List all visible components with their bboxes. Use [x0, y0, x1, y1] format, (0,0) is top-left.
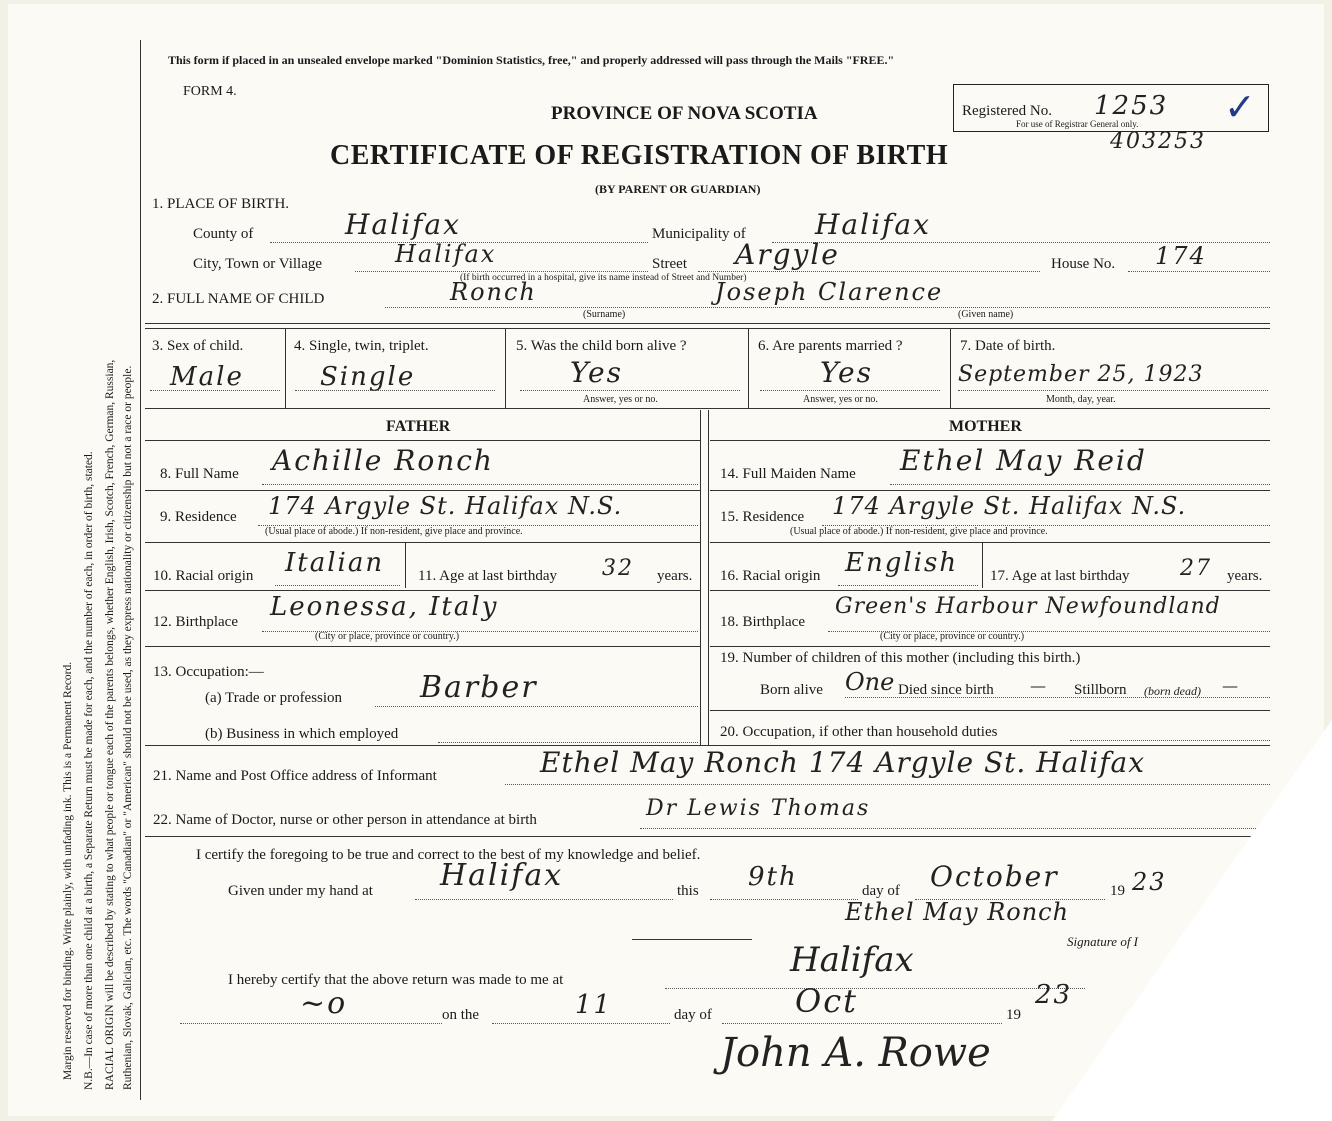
father-birthplace-value: Leonessa, Italy: [270, 592, 499, 622]
municipality-label: Municipality of: [652, 226, 746, 242]
sidebar-racial-origin-note-2: Ruthenian, Slovak, Galician, etc. The words "Canadian" or "American" should not be used, as they express nationality or citizenship but not a race or people.: [122, 365, 134, 1090]
father-racial-label: 10. Racial origin: [153, 568, 254, 584]
divider: [505, 328, 506, 408]
this-label: this: [677, 883, 699, 899]
registrar-place-line-2: [180, 1023, 442, 1024]
mother-age-years: years.: [1227, 568, 1263, 584]
certification-year-value: 23: [1132, 868, 1167, 896]
divider: [950, 328, 951, 408]
stamp-number: 403253: [1110, 129, 1206, 154]
stillborn-label: Stillborn: [1074, 682, 1127, 698]
page-subtitle: (BY PARENT OR GUARDIAN): [595, 182, 761, 196]
mother-birthplace-label: 18. Birthplace: [720, 614, 805, 630]
registrar-place-line: [665, 988, 1085, 989]
registrar-day-of-label: day of: [674, 1007, 712, 1023]
divider: [145, 542, 700, 543]
died-since-birth-value: —: [1030, 676, 1048, 695]
city-label: City, Town or Village: [193, 256, 323, 272]
divider: [145, 440, 700, 441]
father-name-label: 8. Full Name: [160, 466, 239, 482]
divider: [708, 410, 709, 745]
mother-occupation-label: 20. Occupation, if other than household duties: [720, 724, 998, 740]
day-of-label: day of: [862, 883, 900, 899]
divider: [710, 490, 1270, 491]
divider: [145, 490, 700, 491]
father-racial-value: Italian: [285, 548, 385, 578]
registrar-note: For use of Registrar General only.: [1016, 119, 1139, 129]
mother-birthplace-value: Green's Harbour Newfoundland: [835, 594, 1221, 619]
sidebar-binding-note: Margin reserved for binding. Write plainly, with unfading ink. This is a Permanent Record.: [62, 661, 74, 1080]
city-value: Halifax: [395, 240, 497, 268]
registrar-place-value: Halifax: [790, 940, 914, 980]
mother-age-label: 17. Age at last birthday: [990, 568, 1130, 584]
mother-heading: MOTHER: [949, 418, 1022, 435]
divider: [405, 543, 406, 588]
registrar-signature: John A. Rowe: [720, 1030, 991, 1076]
sex-line: [150, 390, 280, 391]
trade-line: [375, 706, 698, 707]
plurality-line: [295, 390, 495, 391]
doctor-label: 22. Name of Doctor, nurse or other person in attendance at birth: [153, 812, 537, 828]
father-age-label: 11. Age at last birthday: [418, 568, 557, 584]
given-name-caption: (Given name): [958, 309, 1014, 320]
father-name-value: Achille Ronch: [272, 444, 494, 477]
certification-day-line: [710, 899, 858, 900]
father-racial-line: [275, 585, 400, 586]
plurality-label: 4. Single, twin, triplet.: [294, 338, 429, 354]
place-of-birth-label: 1. PLACE OF BIRTH.: [152, 196, 290, 212]
given-place-line: [415, 899, 673, 900]
house-line: [1128, 271, 1270, 272]
informant-value: Ethel May Ronch 174 Argyle St. Halifax: [540, 746, 1146, 779]
plurality-value: Single: [320, 362, 416, 392]
divider: [145, 646, 700, 647]
hospital-note: (If birth occurred in a hospital, give its name instead of Street and Number): [460, 273, 747, 283]
registered-label: Registered No.: [962, 103, 1052, 119]
certification-day-value: 9th: [748, 862, 798, 892]
parents-married-label: 6. Are parents married ?: [758, 338, 903, 354]
died-since-birth-label: Died since birth: [898, 682, 994, 698]
municipality-value: Halifax: [815, 208, 931, 241]
divider: [710, 710, 1270, 711]
sex-label: 3. Sex of child.: [152, 338, 244, 354]
born-alive-label: 5. Was the child born alive ?: [516, 338, 687, 354]
child-name-line: [385, 307, 1270, 308]
surname-caption: (Surname): [583, 309, 626, 320]
father-age-value: 32: [602, 556, 634, 581]
street-line: [698, 271, 1040, 272]
registrar-month-value: Oct: [795, 982, 859, 1020]
registrar-year-value: 23: [1035, 980, 1073, 1010]
given-under-hand-label: Given under my hand at: [228, 883, 373, 899]
trade-label: (a) Trade or profession: [205, 690, 343, 706]
born-alive-line: [520, 390, 740, 391]
checkmark-icon: ✓: [1224, 87, 1256, 129]
parents-married-value: Yes: [820, 356, 873, 389]
born-alive-count-label: Born alive: [760, 682, 823, 698]
street-label: Street: [652, 256, 687, 272]
registrar-statement: I hereby certify that the above return was made to me at: [228, 972, 564, 988]
born-alive-caption: Answer, yes or no.: [583, 394, 658, 405]
form-number: FORM 4.: [183, 84, 237, 99]
mother-racial-label: 16. Racial origin: [720, 568, 821, 584]
registrar-day-value: 11: [575, 990, 613, 1020]
father-name-line: [262, 484, 698, 485]
child-given-name: Joseph Clarence: [715, 278, 944, 306]
informant-signature: Ethel May Ronch: [845, 898, 1070, 926]
father-heading: FATHER: [386, 418, 451, 435]
business-label: (b) Business in which employed: [205, 726, 399, 742]
registrar-year-prefix: 19: [1006, 1007, 1021, 1023]
mother-residence-label: 15. Residence: [720, 509, 805, 525]
children-count-label: 19. Number of children of this mother (including this birth.): [720, 650, 1081, 666]
street-value: Argyle: [735, 238, 840, 271]
father-age-years: years.: [657, 568, 693, 584]
province-heading: PROVINCE OF NOVA SCOTIA: [551, 103, 818, 124]
mail-notice: This form if placed in an unsealed envelope marked "Dominion Statistics, free," and properly addressed will pass through the Mails "FREE.": [168, 53, 895, 67]
certification-month-value: October: [930, 860, 1059, 893]
mother-name-value: Ethel May Reid: [900, 444, 1147, 477]
divider: [710, 542, 1270, 543]
mother-name-line: [890, 484, 1270, 485]
occupation-label: 13. Occupation:—: [153, 664, 264, 680]
registrar-day-line: [492, 1023, 670, 1024]
mother-birthplace-caption: (City or place, province or country.): [880, 631, 1025, 642]
sidebar-racial-origin-note: RACIAL ORIGIN will be described by stating to what people or tongue each of the parents belongs, whether English, Irish, Scotch, French, German, Russian,: [104, 359, 116, 1090]
binding-margin-line: [140, 40, 141, 1100]
father-residence-label: 9. Residence: [160, 509, 237, 525]
mother-name-label: 14. Full Maiden Name: [720, 466, 856, 482]
date-of-birth-label: 7. Date of birth.: [960, 338, 1056, 354]
registered-value: 1253: [1094, 91, 1169, 121]
parents-married-line: [760, 390, 940, 391]
date-of-birth-line: [958, 390, 1268, 391]
father-residence-caption: (Usual place of abode.) If non-resident, give place and province.: [265, 526, 523, 537]
doctor-value: Dr Lewis Thomas: [646, 796, 871, 821]
on-the-label: on the: [442, 1007, 480, 1023]
signature-caption: Signature of I: [1067, 934, 1139, 949]
registrar-place-continued: ~o: [300, 986, 348, 1021]
father-residence-value: 174 Argyle St. Halifax N.S.: [268, 492, 623, 520]
date-of-birth-caption: Month, day, year.: [1046, 394, 1116, 405]
child-surname: Ronch: [450, 278, 537, 306]
house-label: House No.: [1051, 256, 1116, 272]
father-birthplace-caption: (City or place, province or country.): [315, 631, 460, 642]
divider: [710, 440, 1270, 441]
divider: [700, 410, 701, 745]
city-line: [355, 271, 648, 272]
certification-statement: I certify the foregoing to be true and correct to the best of my knowledge and belief.: [196, 847, 701, 863]
divider: [145, 590, 700, 591]
registered-number-box: [953, 84, 1269, 132]
trade-value: Barber: [420, 670, 538, 705]
born-alive-count-value: One: [845, 668, 895, 696]
sidebar-multiple-births-note: N.B.—In case of more than one child at a birth, a Separate Return must be made for each, and the number of each, in order of birth, stated.: [83, 451, 95, 1090]
house-value: 174: [1155, 242, 1207, 270]
born-alive-value: Yes: [570, 356, 623, 389]
divider: [145, 328, 1270, 329]
county-label: County of: [193, 226, 254, 242]
divider: [145, 323, 1270, 324]
divider: [982, 543, 983, 588]
parents-married-caption: Answer, yes or no.: [803, 394, 878, 405]
certification-year-prefix: 19: [1110, 883, 1125, 899]
registrar-month-line: [722, 1023, 1002, 1024]
stillborn-value: —: [1222, 676, 1240, 695]
date-of-birth-value: September 25, 1923: [958, 362, 1204, 387]
stillborn-note: (born dead): [1144, 684, 1201, 698]
sex-value: Male: [170, 362, 244, 392]
child-name-label: 2. FULL NAME OF CHILD: [152, 291, 325, 307]
mother-racial-value: English: [845, 548, 959, 578]
children-count-line: [845, 697, 1270, 698]
torn-corner: [1052, 720, 1332, 1121]
county-value: Halifax: [345, 208, 461, 241]
informant-label: 21. Name and Post Office address of Informant: [153, 768, 437, 784]
mother-residence-value: 174 Argyle St. Halifax N.S.: [832, 492, 1187, 520]
mother-racial-line: [838, 585, 978, 586]
divider: [145, 408, 1270, 409]
divider: [710, 646, 1270, 647]
father-birthplace-label: 12. Birthplace: [153, 614, 238, 630]
divider: [632, 939, 752, 940]
mother-age-value: 27: [1180, 556, 1212, 581]
page-title: CERTIFICATE OF REGISTRATION OF BIRTH: [330, 140, 949, 171]
divider: [710, 590, 1270, 591]
business-line: [438, 742, 698, 743]
mother-residence-caption: (Usual place of abode.) If non-resident, give place and province.: [790, 526, 1048, 537]
given-place-value: Halifax: [440, 858, 564, 893]
divider: [748, 328, 749, 408]
divider: [285, 328, 286, 408]
